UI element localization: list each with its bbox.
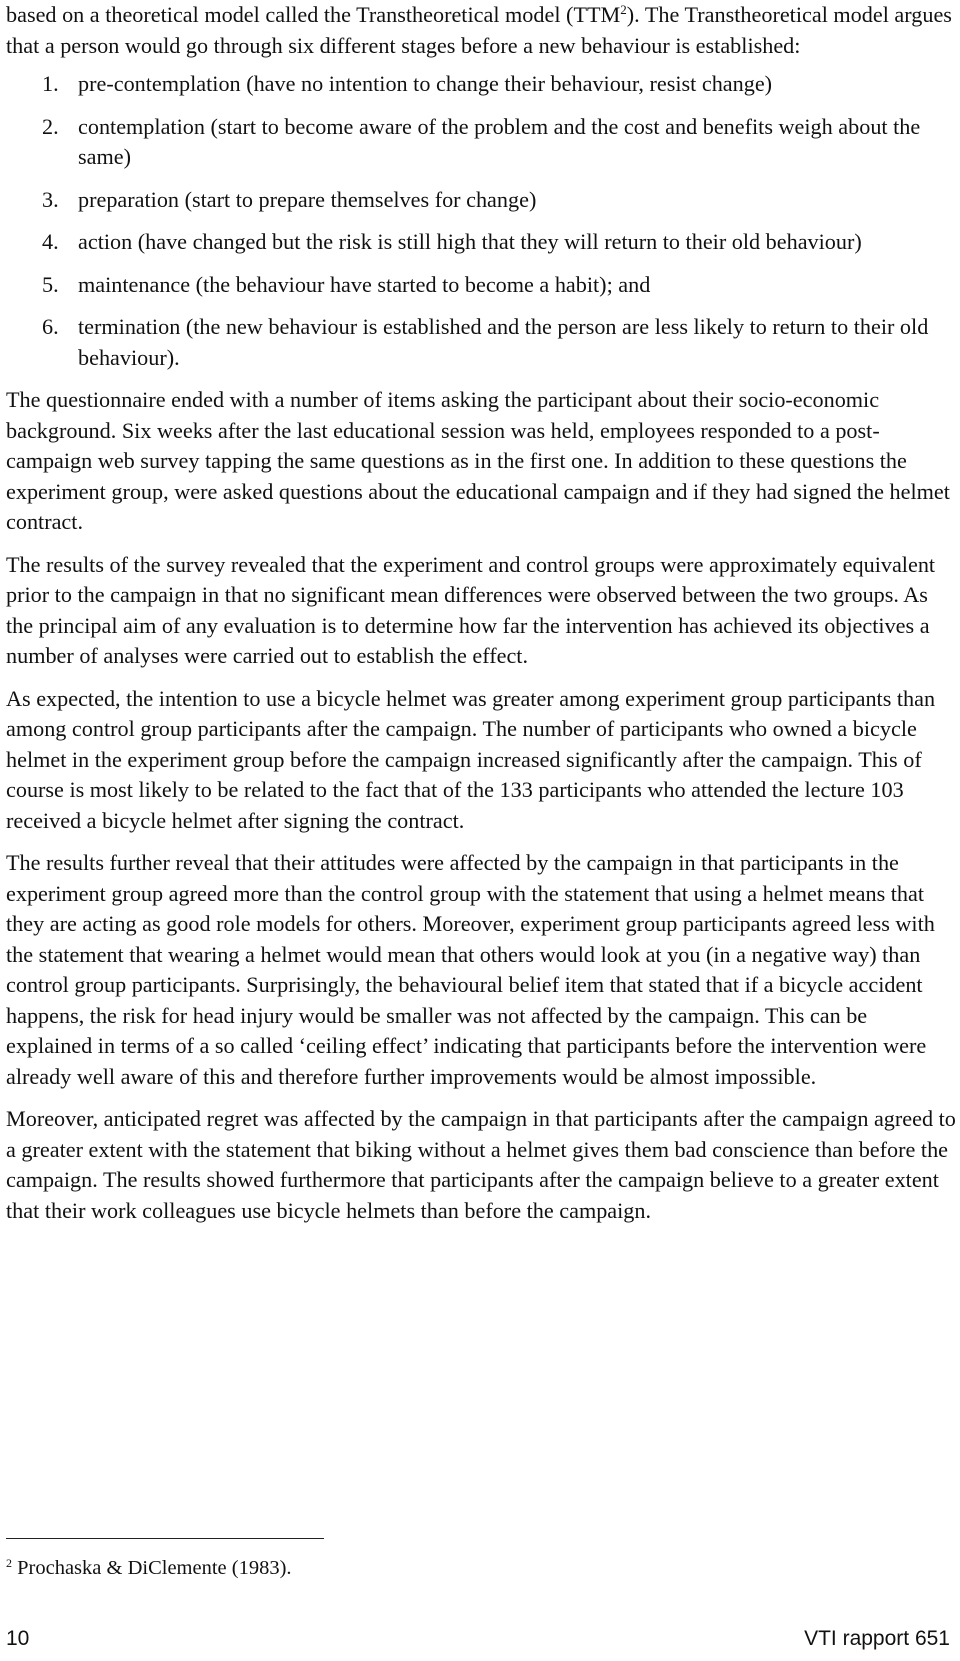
stage-number: 1. bbox=[42, 71, 59, 96]
stage-item bbox=[6, 312, 956, 373]
stage-text: pre-contemplation (have no intention to change their behaviour, resist change) bbox=[78, 71, 773, 96]
body-text bbox=[6, 0, 956, 1238]
stage-text: preparation (start to prepare themselves for change) bbox=[78, 186, 537, 212]
intro-text-a: based on a theoretical model called the Transtheoretical model (TTM bbox=[6, 2, 621, 27]
footnote-text: Prochaska & DiClemente (1983). bbox=[17, 1557, 292, 1579]
paragraph-attitudes: The results further reveal that their attitudes were affected by the campaign in that participants in the experiment group agreed more than the control group with the statement that using a helmet means that they are acting as good role models for others. Moreover, experiment group participants agreed less with the statement that wearing a helmet would mean that others would look at you (in a negative way) than control group participants. Surprisingly, the behavioural belief item that stated that if a bicycle accident happens, the risk for head injury would be smaller was not affected by the campaign. This can be explained in terms of a so called ‘ceiling effect’ indicating that participants before the intervention were already well aware of this and therefore further improvements would be almost impossible. bbox=[6, 850, 935, 1089]
stage-item bbox=[6, 112, 956, 173]
stage-item bbox=[6, 270, 956, 301]
footnote-divider bbox=[6, 1538, 324, 1539]
stage-number: 5. bbox=[42, 271, 59, 297]
stage-text: maintenance (the behaviour have started to become a habit); and bbox=[78, 271, 651, 297]
paragraph-regret: Moreover, anticipated regret was affected by the campaign in that participants after the campaign agreed to a greater extent with the statement that biking without a helmet gives them bad conscience than before the campaign. The results showed furthermore that participants after the campaign believe to a greater extent that their work colleagues use bicycle helmets than before the campaign. bbox=[6, 1106, 956, 1223]
stage-number: 4. bbox=[42, 229, 59, 254]
intro-paragraph bbox=[6, 0, 956, 61]
paragraph-results: The results of the survey revealed that the experiment and control groups were approximately equivalent prior to the campaign in that no significant mean differences were observed between the two groups. As the principal aim of any evaluation is to determine how far the intervention has achieved its objectives a number of analyses were carried out to establish the effect. bbox=[6, 551, 936, 668]
stage-number: 6. bbox=[42, 314, 59, 339]
stage-text: termination (the new behaviour is established and the person are less likely to return to their old behaviour). bbox=[78, 314, 929, 370]
page-number: 10 bbox=[6, 1627, 30, 1650]
paragraph-intention: As expected, the intention to use a bicycle helmet was greater among experiment group participants than among control group participants after the campaign. The number of participants who owned a bicycle helmet in the experiment group before the campaign increased significantly after the campaign. This of course is most likely to be related to the fact that of the 133 participants who attended the lecture 103 received a bicycle helmet after signing the contract. bbox=[6, 685, 936, 833]
report-name: VTI rapport 651 bbox=[804, 1627, 950, 1650]
intro-text-b: ). The Transtheoretical model argues that a person would go through six different stages before a new behaviour is established: bbox=[6, 2, 952, 58]
footnote bbox=[6, 1555, 292, 1581]
footnote-marker: 2 bbox=[6, 1556, 12, 1570]
stages-list bbox=[6, 69, 956, 373]
paragraph-questionnaire: The questionnaire ended with a number of items asking the participant about their socio-economic background. Six weeks after the last educational session was held, employees responded to a post-campaign web survey tapping the same questions as in the first one. In addition to these questions the experiment group, were asked questions about the educational campaign and if they had signed the helmet contract. bbox=[6, 387, 950, 534]
stage-text: contemplation (start to become aware of the problem and the cost and benefits weigh about the same) bbox=[78, 113, 921, 169]
stage-text: action (have changed but the risk is still high that they will return to their old behaviour) bbox=[78, 229, 862, 254]
stage-item bbox=[6, 69, 956, 100]
stage-item bbox=[6, 227, 956, 258]
stage-item bbox=[6, 185, 956, 216]
footnote-reference: 2 bbox=[620, 2, 627, 17]
stage-number: 3. bbox=[42, 186, 59, 212]
stage-number: 2. bbox=[42, 113, 59, 139]
